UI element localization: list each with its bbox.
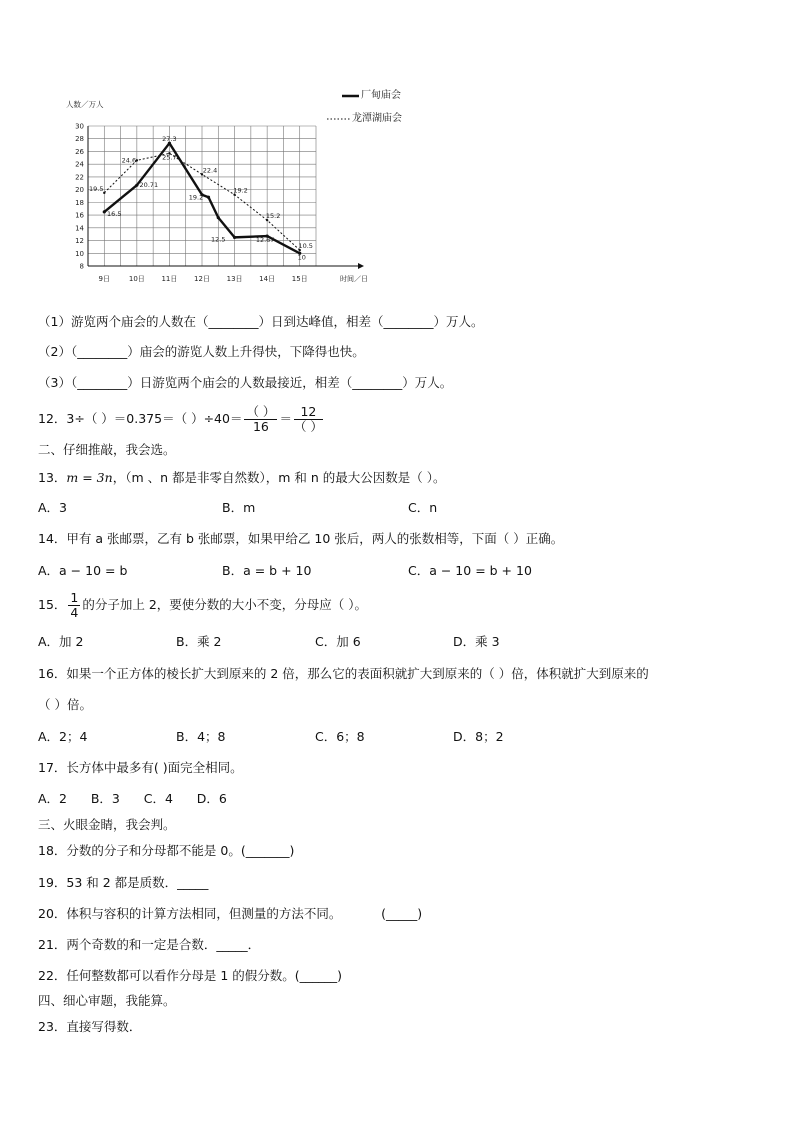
y-tick-label: 10 bbox=[75, 249, 84, 258]
fraction-2 bbox=[294, 405, 323, 434]
y-tick-label: 14 bbox=[75, 224, 84, 233]
point-label: 22.4 bbox=[202, 166, 218, 175]
fraction-1 bbox=[244, 405, 277, 434]
point-label: 15.2 bbox=[265, 212, 281, 221]
question-18: 18．分数的分子和分母都不能是 0。(_______) bbox=[38, 843, 295, 858]
section-3-heading: 三、火眼金睛，我会判。 bbox=[38, 817, 176, 832]
point-label: 10.5 bbox=[298, 242, 313, 251]
q17-options[interactable]: A．2 B．3 C．4 D．6 bbox=[38, 791, 227, 806]
point-label: 16.5 bbox=[107, 209, 122, 218]
point-label: 27.3 bbox=[162, 135, 177, 144]
point-label: 24.6 bbox=[121, 156, 137, 165]
question-13 bbox=[38, 470, 445, 486]
y-tick-label: 12 bbox=[75, 237, 84, 246]
question-17: 17．长方体中最多有( )面完全相同。 bbox=[38, 760, 243, 775]
point-label: 19.5 bbox=[89, 184, 104, 193]
question-19: 19．53 和 2 都是质数．_____ bbox=[38, 875, 209, 890]
q13-option-c[interactable]: C．n bbox=[408, 500, 438, 515]
question-13-expression: m = 3n bbox=[66, 470, 113, 485]
fraction-2-denominator: （ ） bbox=[293, 419, 323, 434]
y-tick-label: 24 bbox=[75, 160, 84, 169]
fraction-denominator: 4 bbox=[70, 605, 79, 620]
y-axis-title: 人数／万人 bbox=[66, 100, 104, 109]
q16-option-b[interactable]: B．4；8 bbox=[176, 729, 226, 744]
x-tick-label: 13日 bbox=[226, 275, 243, 283]
q15-option-c[interactable]: C．加 6 bbox=[315, 634, 361, 649]
x-tick-label: 9日 bbox=[98, 275, 111, 283]
q15-option-d[interactable]: D．乘 3 bbox=[453, 634, 500, 649]
fraction-numerator: 1 bbox=[70, 590, 79, 605]
legend-label-changdian: 厂甸庙会 bbox=[361, 90, 401, 101]
question-15-text: 的分子加上 2，要使分数的大小不变，分母应（ ）。 bbox=[82, 597, 368, 612]
y-tick-label: 20 bbox=[75, 186, 84, 195]
y-tick-label: 8 bbox=[79, 262, 84, 271]
question-15-number: 15． bbox=[38, 597, 67, 612]
question-11-3: （3）（________）日游览两个庙会的人数最接近，相差（________）万人。 bbox=[38, 375, 453, 390]
section-4-heading: 四、细心审题，我能算。 bbox=[38, 993, 176, 1008]
point-label: 19.2 bbox=[233, 186, 248, 195]
question-15 bbox=[38, 586, 367, 624]
q14-option-c[interactable]: C．a − 10 = b + 10 bbox=[408, 563, 532, 578]
y-tick-label: 22 bbox=[75, 173, 84, 182]
question-16-line-1: 16．如果一个正方体的棱长扩大到原来的 2 倍，那么它的表面积就扩大到原来的（ ）倍，体积就扩大到原来的 bbox=[38, 666, 649, 681]
question-12-text: 12．3÷（ ）＝0.375＝（ ）÷40＝ bbox=[38, 411, 243, 426]
fraction-1-denominator: 16 bbox=[252, 419, 269, 434]
question-13-text: ，（m 、n 都是非零自然数），m 和 n 的最大公因数是（ ）。 bbox=[112, 470, 446, 485]
fraction-one-quarter bbox=[68, 591, 80, 620]
question-20: 20．体积与容积的计算方法相同，但测量的方法不同。 (_____) bbox=[38, 906, 423, 921]
q15-option-b[interactable]: B．乘 2 bbox=[176, 634, 222, 649]
y-tick-label: 28 bbox=[75, 135, 84, 144]
y-tick-label: 18 bbox=[75, 198, 84, 207]
q16-option-a[interactable]: A．2；4 bbox=[38, 729, 88, 744]
x-tick-label: 10日 bbox=[128, 275, 145, 283]
x-tick-label: 15日 bbox=[291, 275, 308, 283]
question-22: 22．任何整数都可以看作分母是 1 的假分数。(______) bbox=[38, 968, 343, 983]
section-2-heading: 二、仔细推敲，我会选。 bbox=[38, 442, 176, 457]
q16-option-d[interactable]: D．8；2 bbox=[453, 729, 504, 744]
y-tick-label: 26 bbox=[75, 147, 84, 156]
question-13-number: 13． bbox=[38, 470, 67, 485]
data-point bbox=[103, 210, 106, 213]
q15-option-a[interactable]: A．加 2 bbox=[38, 634, 84, 649]
x-tick-label: 14日 bbox=[259, 275, 276, 283]
q13-option-a[interactable]: A．3 bbox=[38, 500, 68, 515]
fraction-2-numerator: 12 bbox=[294, 405, 323, 420]
data-point bbox=[233, 236, 236, 239]
question-12 bbox=[38, 400, 325, 438]
x-tick-label: 12日 bbox=[194, 275, 210, 283]
question-11-2: （2）（________）庙会的游览人数上升得快，下降得也快。 bbox=[38, 344, 365, 359]
question-14: 14．甲有 a 张邮票，乙有 b 张邮票，如果甲给乙 10 张后，两人的张数相等，下面（ ）正确。 bbox=[38, 531, 564, 546]
question-16-line-2: （ ）倍。 bbox=[38, 697, 92, 712]
q13-option-b[interactable]: B．m bbox=[222, 500, 256, 515]
question-23: 23．直接写得数． bbox=[38, 1019, 142, 1034]
q14-option-b[interactable]: B．a = b + 10 bbox=[222, 563, 312, 578]
data-point bbox=[135, 184, 138, 187]
point-label: 20.71 bbox=[139, 181, 159, 190]
point-label: 12.67 bbox=[255, 236, 275, 245]
x-tick-label: 11日 bbox=[161, 275, 178, 283]
y-tick-label: 16 bbox=[75, 211, 84, 220]
x-axis-title: 时间／日 bbox=[340, 275, 368, 283]
q14-option-a[interactable]: A．a − 10 = b bbox=[38, 563, 128, 578]
point-label: 25.7 bbox=[162, 153, 177, 162]
point-label: 12.5 bbox=[211, 235, 226, 244]
q16-option-c[interactable]: C．6；8 bbox=[315, 729, 365, 744]
temple-fair-line-chart bbox=[36, 84, 436, 299]
x-axis-arrow bbox=[358, 263, 364, 269]
y-tick-label: 30 bbox=[75, 122, 84, 131]
question-11-1: （1）游览两个庙会的人数在（________）日到达峰值，相差（________）万人。 bbox=[38, 314, 484, 329]
data-point bbox=[217, 216, 220, 219]
equals-sign: ＝ bbox=[279, 411, 292, 426]
fraction-1-numerator: （ ） bbox=[246, 404, 276, 419]
point-label: 19.2 bbox=[188, 193, 204, 202]
data-point bbox=[207, 196, 210, 199]
question-21: 21．两个奇数的和一定是合数．_____． bbox=[38, 937, 261, 952]
point-label: 10 bbox=[297, 253, 306, 262]
legend-label-longtanhu: 龙潭湖庙会 bbox=[352, 113, 402, 124]
